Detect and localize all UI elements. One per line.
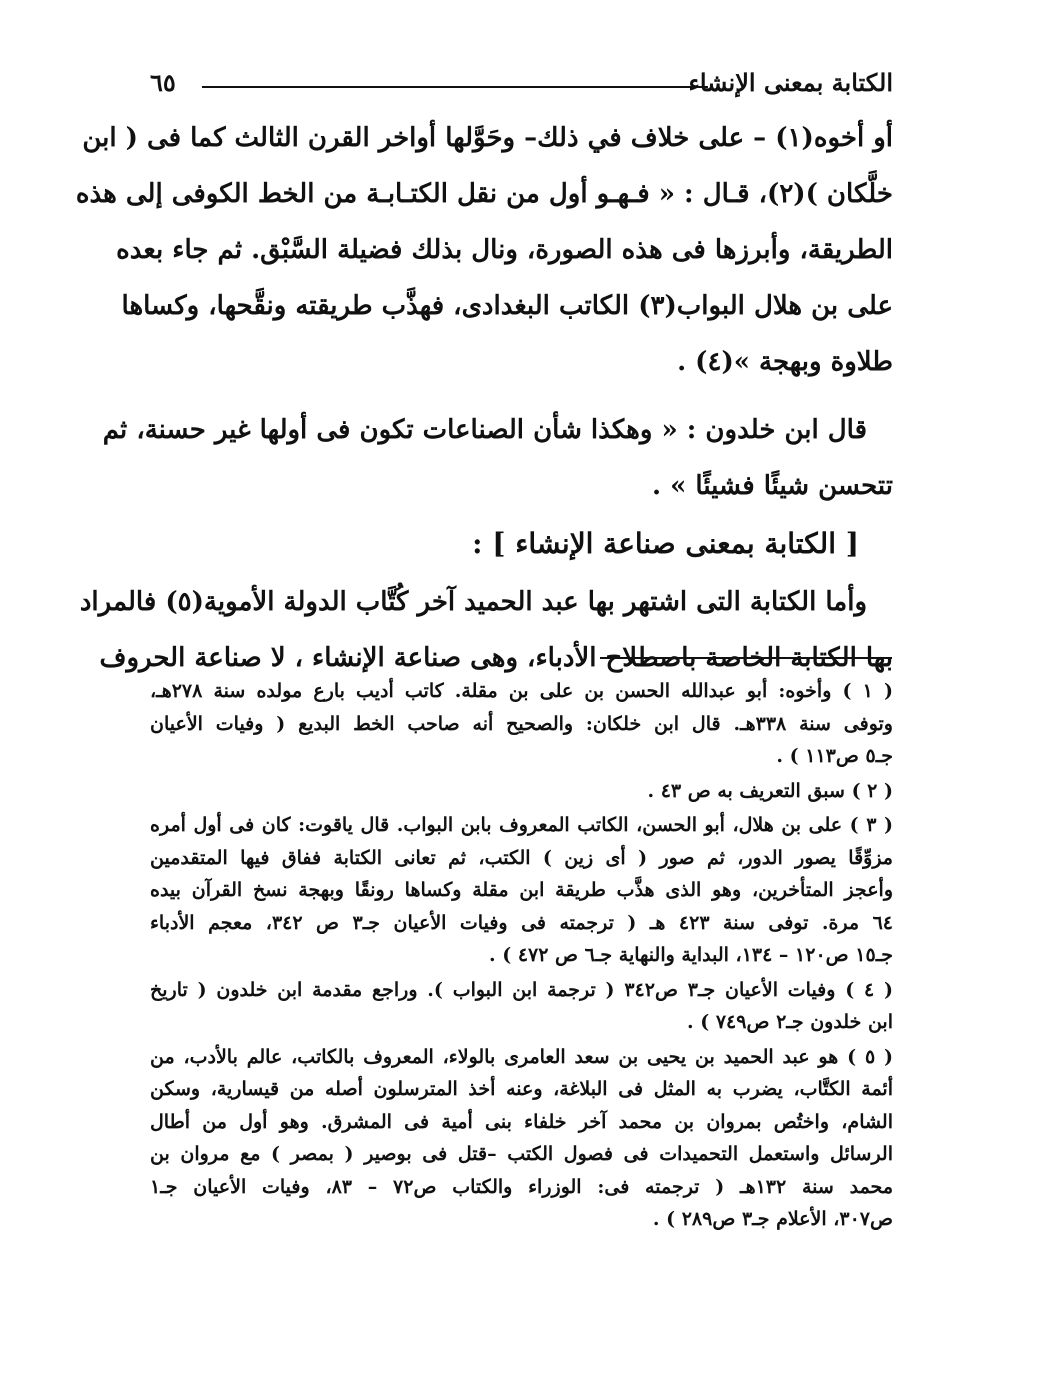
text-line: خلَّكان )(٢)، قـال : « فـهـو أول من نقل الكتـابـة من الخط الكوفى إلى هذه [75, 179, 893, 209]
text-line: وأما الكتابة التى اشتهر بها عبد الحميد آخر كُتَّاب الدولة الأموية(٥) فالمراد [79, 587, 867, 617]
paragraph-1 [75, 110, 893, 390]
text-line: بها الكتابة الخاصة باصطلاح الأدباء، وهى صناعة الإنشاء ، لا صناعة الحروف [99, 643, 893, 673]
text-line: أو أخوه(١) – على خلاف في ذلك– وحَوَّلها أواخر القرن الثالث كما فى ( ابن [82, 123, 893, 153]
footnote-line: ( ٣ ) على بن هلال، أبو الحسن، الكاتب المعروف بابن البواب. قال ياقوت: كان فى أول أمره [150, 814, 893, 836]
footnote-line: ( ١ ) وأخوه: أبو عبدالله الحسن بن على بن مقلة. كاتب أديب بارع مولده سنة ٢٧٨هـ، [150, 680, 894, 702]
footnote-1 [150, 675, 893, 773]
main-text [75, 110, 893, 686]
footnote-separator [600, 657, 892, 659]
text-line: طلاوة وبهجة »(٤) . [677, 347, 893, 377]
footnote-line: مزوِّقًا يصور الدور، ثم صور ( أى زين ) الكتب، ثم تعانى الكتابة ففاق فيها المتقدمين [150, 846, 893, 869]
footnote-line: ( ٢ ) سبق التعريف به ص ٤٣ . [647, 779, 893, 802]
footnote-line: وأعجز المتأخرين، وهو الذى هذَّب طريقة ابن مقلة وكساها رونقًا وبهجة نسخ القرآن بيده [150, 879, 893, 901]
footnote-line: أئمة الكتَّاب، يضرب به المثل فى البلاغة، وعنه أخذ المترسلون أصله من قيسارية، وسكن [150, 1078, 893, 1100]
footnote-line: جـ١٥ ص١٢٠ – ١٣٤، البداية والنهاية جـ٦ ص ٤٧٢ ) . [488, 944, 893, 966]
footnote-2 [150, 775, 893, 808]
footnote-3 [150, 809, 893, 972]
text-line: قال ابن خلدون : « وهكذا شأن الصناعات تكون فى أولها غير حسنة، ثم [102, 415, 867, 445]
footnote-line: الرسائل واستعمل التحميدات فى فصول الكتب –قتل فى بوصير ( بمصر ) مع مروان بن [150, 1143, 893, 1165]
running-title: الكتابة بمعنى الإنشاء [688, 68, 893, 97]
footnote-line: وتوفى سنة ٣٣٨هـ. قال ابن خلكان: والصحيح أنه صاحب الخط البديع ( وفيات الأعيان [150, 712, 893, 735]
header-rule [202, 86, 708, 88]
text-line: على بن هلال البواب(٣) الكاتب البغدادى، فهذَّب طريقته ونقَّحها، وكساها [121, 291, 893, 321]
text-line: الطريقة، وأبرزها فى هذه الصورة، ونال بذلك فضيلة السَّبْق. ثم جاء بعده [116, 235, 893, 265]
paragraph-2 [102, 402, 893, 514]
footnote-5 [150, 1041, 893, 1236]
footnote-line: ابن خلدون جـ٢ ص٧٤٩ ) . [687, 1011, 893, 1033]
footnotes [150, 675, 893, 1236]
footnote-line: ( ٤ ) وفيات الأعيان جـ٣ ص٣٤٢ ( ترجمة ابن البواب ). وراجع مقدمة ابن خلدون ( تاريخ [150, 978, 893, 1001]
footnote-line: ٦٤ مرة. توفى سنة ٤٢٣ هـ ( ترجمته فى وفيات الأعيان جـ٣ ص ٣٤٢، معجم الأدباء [150, 911, 893, 934]
footnote-line: جـ٥ ص١١٣ ) . [776, 745, 893, 767]
paragraph-gap [150, 390, 893, 402]
footnote-line: الشام، واختُص بمروان بن محمد آخر خلفاء بنى أمية فى المشرق. وهو أول من أطال [150, 1110, 893, 1133]
paragraph-3 [79, 574, 893, 686]
text-line: تتحسن شيئًا فشيئًا » . [652, 471, 893, 501]
footnote-line: محمد سنة ١٣٢هـ ( ترجمته فى: الوزراء والكتاب ص٧٢ – ٨٣، وفيات الأعيان جـ١ [150, 1175, 893, 1198]
footnote-4 [150, 974, 893, 1039]
footnote-line: ( ٥ ) هو عبد الحميد بن يحيى بن سعد العامرى بالولاء، المعروف بالكاتب، عالم بالأدب، من [150, 1045, 894, 1068]
running-header [150, 68, 893, 102]
page-number: ٦٥ [150, 68, 176, 97]
footnote-line: ص٣٠٧، الأعلام جـ٣ ص٢٨٩ ) . [652, 1208, 893, 1230]
section-heading: [ الكتابة بمعنى صناعة الإنشاء ] : [472, 527, 859, 560]
